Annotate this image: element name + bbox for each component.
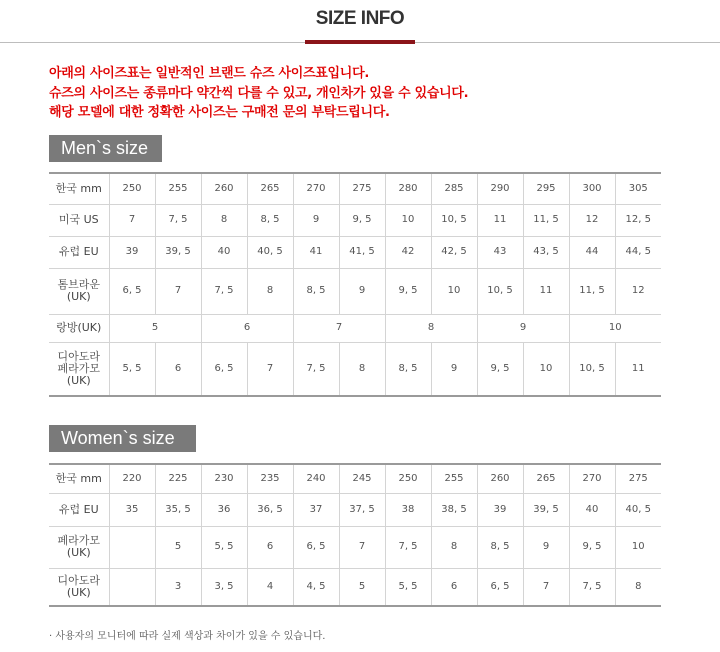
table-cell: 8, 5 [477, 526, 523, 568]
table-cell: 7 [339, 526, 385, 568]
womens-size-table [49, 463, 661, 607]
table-cell: 5 [109, 314, 201, 342]
table-cell: 42 [385, 236, 431, 268]
table-cell: 6, 5 [201, 342, 247, 396]
table-cell: 44 [569, 236, 615, 268]
table-cell: 37 [293, 493, 339, 526]
row-header: 미국 US [49, 204, 109, 236]
table-row [49, 464, 661, 493]
table-cell: 6 [201, 314, 293, 342]
table-cell: 5 [155, 526, 201, 568]
table-cell: 38, 5 [431, 493, 477, 526]
table-cell: 10, 5 [477, 268, 523, 314]
table-cell: 5, 5 [385, 568, 431, 606]
table-cell: 260 [477, 464, 523, 493]
table-cell: 3 [155, 568, 201, 606]
table-cell: 35, 5 [155, 493, 201, 526]
table-cell: 9, 5 [477, 342, 523, 396]
table-cell [109, 568, 155, 606]
table-cell [109, 526, 155, 568]
table-cell: 36 [201, 493, 247, 526]
table-cell: 10 [431, 268, 477, 314]
row-header: 한국 mm [49, 173, 109, 204]
table-cell: 285 [431, 173, 477, 204]
table-cell: 6, 5 [477, 568, 523, 606]
table-cell: 43, 5 [523, 236, 569, 268]
table-cell: 40 [201, 236, 247, 268]
table-cell: 300 [569, 173, 615, 204]
table-cell: 9 [339, 268, 385, 314]
table-cell: 39 [109, 236, 155, 268]
table-cell: 8, 5 [385, 342, 431, 396]
table-cell: 39, 5 [155, 236, 201, 268]
table-cell: 8, 5 [247, 204, 293, 236]
row-header: 유럽 EU [49, 493, 109, 526]
table-cell: 4 [247, 568, 293, 606]
header-accent-bar [305, 40, 415, 44]
notice-line: 해당 모델에 대한 정확한 사이즈는 구매전 문의 부탁드립니다. [49, 105, 390, 120]
table-cell: 11 [615, 342, 661, 396]
table-row [49, 268, 661, 314]
table-cell: 10 [615, 526, 661, 568]
table-cell: 10, 5 [569, 342, 615, 396]
table-cell: 8 [247, 268, 293, 314]
womens-size-heading: Women`s size [49, 425, 196, 452]
page-title: SIZE INFO [315, 8, 405, 29]
table-cell: 255 [155, 173, 201, 204]
table-cell: 230 [201, 464, 247, 493]
color-disclaimer: · 사용자의 모니터에 따라 실제 색상과 차이가 있을 수 있습니다. [49, 631, 326, 642]
table-cell: 11 [523, 268, 569, 314]
table-cell: 6 [431, 568, 477, 606]
table-cell: 42, 5 [431, 236, 477, 268]
table-cell: 8 [385, 314, 477, 342]
table-cell: 10 [569, 314, 661, 342]
table-cell: 7 [109, 204, 155, 236]
table-cell: 8 [431, 526, 477, 568]
row-header: 유럽 EU [49, 236, 109, 268]
row-header: 디아도라 페라가모 (UK) [49, 342, 109, 396]
table-cell: 40, 5 [247, 236, 293, 268]
row-header: 디아도라 (UK) [49, 568, 109, 606]
table-cell: 265 [247, 173, 293, 204]
table-cell: 260 [201, 173, 247, 204]
table-cell: 11, 5 [523, 204, 569, 236]
table-cell: 40 [569, 493, 615, 526]
table-row [49, 568, 661, 606]
table-cell: 5 [339, 568, 385, 606]
mens-size-table [49, 172, 661, 397]
table-cell: 8 [201, 204, 247, 236]
table-cell: 250 [385, 464, 431, 493]
table-row [49, 314, 661, 342]
table-cell: 280 [385, 173, 431, 204]
mens-size-heading: Men`s size [49, 135, 162, 162]
table-cell: 12, 5 [615, 204, 661, 236]
table-cell: 7 [247, 342, 293, 396]
table-cell: 9, 5 [385, 268, 431, 314]
table-cell: 7, 5 [293, 342, 339, 396]
table-cell: 5, 5 [109, 342, 155, 396]
table-cell: 220 [109, 464, 155, 493]
table-cell: 37, 5 [339, 493, 385, 526]
table-cell: 9 [293, 204, 339, 236]
table-cell: 225 [155, 464, 201, 493]
table-cell: 6, 5 [293, 526, 339, 568]
table-cell: 6, 5 [109, 268, 155, 314]
table-row [49, 493, 661, 526]
table-cell: 40, 5 [615, 493, 661, 526]
table-cell: 265 [523, 464, 569, 493]
table-cell: 7 [523, 568, 569, 606]
table-cell: 10, 5 [431, 204, 477, 236]
table-cell: 9 [431, 342, 477, 396]
table-cell: 43 [477, 236, 523, 268]
row-header: 한국 mm [49, 464, 109, 493]
table-cell: 6 [155, 342, 201, 396]
table-cell: 250 [109, 173, 155, 204]
table-cell: 44, 5 [615, 236, 661, 268]
row-header: 랑방(UK) [49, 314, 109, 342]
table-cell: 36, 5 [247, 493, 293, 526]
table-cell: 7, 5 [569, 568, 615, 606]
notice-line: 아래의 사이즈표는 일반적인 브랜드 슈즈 사이즈표입니다. [49, 66, 369, 81]
table-cell: 9, 5 [339, 204, 385, 236]
table-cell: 41, 5 [339, 236, 385, 268]
row-header: 톰브라운 (UK) [49, 268, 109, 314]
notice-line: 슈즈의 사이즈는 종류마다 약간씩 다를 수 있고, 개인차가 있을 수 있습니다. [49, 85, 469, 101]
table-cell: 8 [615, 568, 661, 606]
table-cell: 255 [431, 464, 477, 493]
table-cell: 305 [615, 173, 661, 204]
table-cell: 8 [339, 342, 385, 396]
table-cell: 41 [293, 236, 339, 268]
table-cell: 270 [569, 464, 615, 493]
table-cell: 7, 5 [155, 204, 201, 236]
table-cell: 38 [385, 493, 431, 526]
table-row [49, 204, 661, 236]
row-header: 페라가모 (UK) [49, 526, 109, 568]
table-cell: 10 [385, 204, 431, 236]
table-cell: 240 [293, 464, 339, 493]
table-cell: 9 [523, 526, 569, 568]
table-cell: 295 [523, 173, 569, 204]
table-cell: 35 [109, 493, 155, 526]
table-cell: 12 [569, 204, 615, 236]
table-cell: 245 [339, 464, 385, 493]
table-cell: 235 [247, 464, 293, 493]
table-row [49, 173, 661, 204]
table-cell: 7, 5 [201, 268, 247, 314]
table-cell: 6 [247, 526, 293, 568]
table-cell: 5, 5 [201, 526, 247, 568]
table-cell: 39, 5 [523, 493, 569, 526]
table-cell: 8, 5 [293, 268, 339, 314]
size-notice [49, 64, 468, 123]
table-cell: 275 [615, 464, 661, 493]
table-cell: 275 [339, 173, 385, 204]
table-cell: 9, 5 [569, 526, 615, 568]
table-cell: 4, 5 [293, 568, 339, 606]
table-cell: 270 [293, 173, 339, 204]
table-cell: 7, 5 [385, 526, 431, 568]
table-cell: 11 [477, 204, 523, 236]
table-row [49, 342, 661, 396]
table-row [49, 236, 661, 268]
table-cell: 290 [477, 173, 523, 204]
table-cell: 10 [523, 342, 569, 396]
table-cell: 9 [477, 314, 569, 342]
table-cell: 12 [615, 268, 661, 314]
table-cell: 7 [293, 314, 385, 342]
table-cell: 7 [155, 268, 201, 314]
table-row [49, 526, 661, 568]
table-cell: 39 [477, 493, 523, 526]
table-cell: 3, 5 [201, 568, 247, 606]
table-cell: 11, 5 [569, 268, 615, 314]
